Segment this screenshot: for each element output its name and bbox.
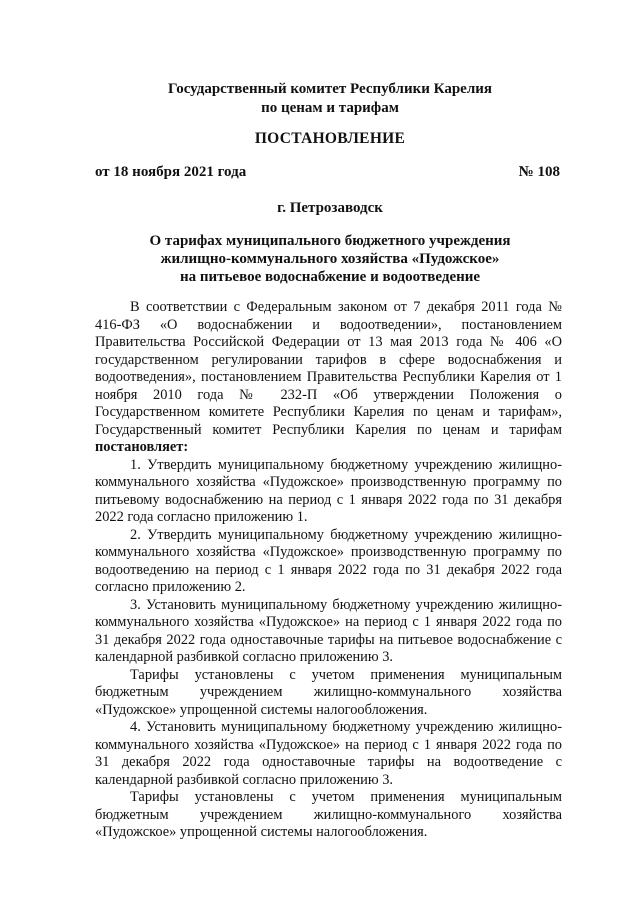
subject-line-1: О тарифах муниципального бюджетного учреждения	[149, 233, 511, 249]
subject-line-2: жилищно-коммунального хозяйства «Пудожское»	[160, 251, 500, 267]
resolves-keyword: постановляет:	[95, 439, 189, 455]
preamble-text: В соответствии с Федеральным законом от 7 декабря 2011 года № 416-ФЗ «О водоснабжении и водоотведении», постановлением Правительства Российской Федерации от 13 мая 2013 года № 406 «О государственном регулировании тарифов в сфере водоснабжения и водоотведения», постановлением Правительства Республики Карелия от 1 ноября 2010 года № 232-П «Об утверждении Положения о Государственном комитете Республики Карелия по ценам и тарифам», Государственный комитет Республики Карелия по ценам и тарифам	[95, 299, 562, 438]
document-subject	[80, 232, 580, 286]
item-4-note: Тарифы установлены с учетом применения муниципальным бюджетным учреждением жилищно-коммунального хозяйства «Пудожское» упрощенной системы налогообложения.	[95, 789, 562, 840]
item-3-note: Тарифы установлены с учетом применения муниципальным бюджетным учреждением жилищно-коммунального хозяйства «Пудожское» упрощенной системы налогообложения.	[95, 666, 562, 718]
city: г. Петрозаводск	[277, 200, 383, 216]
document-number: № 108	[518, 164, 560, 180]
item-1: 1. Утвердить муниципальному бюджетному учреждению жилищно-коммунального хозяйства «Пудожское» производственную программу по питьевому водоснабжению на период с 1 января 2022 года по 31 декабря 2022 года согласно приложению 1.	[95, 456, 562, 525]
subject-line-3: на питьевое водоснабжение и водоотведение	[179, 269, 481, 285]
item-2: 2. Утвердить муниципальному бюджетному учреждению жилищно-коммунального хозяйства «Пудожское» производственную программу по водоотведению на период с 1 января 2022 года по 31 декабря 2022 года согласно приложению 2.	[95, 526, 562, 595]
issuer-header	[80, 80, 580, 118]
issuer-line-2: по ценам и тарифам	[261, 100, 399, 116]
preamble-paragraph	[95, 299, 562, 457]
document-body	[95, 299, 562, 842]
date-number-line	[95, 164, 560, 181]
item-4: 4. Установить муниципальному бюджетному учреждению жилищно-коммунального хозяйства «Пудожское» на период с 1 января 2022 года по 31 декабря 2022 года одноставочные тарифы на водоотведение с календарной разбивкой согласно приложению 3.	[95, 719, 562, 788]
document-type: ПОСТАНОВЛЕНИЕ	[254, 130, 406, 147]
item-3: 3. Установить муниципальному бюджетному учреждению жилищно-коммунального хозяйства «Пудожское» на период с 1 января 2022 года по 31 декабря 2022 года одноставочные тарифы на питьевое водоснабжение с календарной разбивкой согласно приложению 3.	[95, 596, 562, 665]
issuer-line-1: Государственный комитет Республики Карелия	[168, 81, 492, 97]
document-date: от 18 ноября 2021 года	[95, 164, 247, 180]
